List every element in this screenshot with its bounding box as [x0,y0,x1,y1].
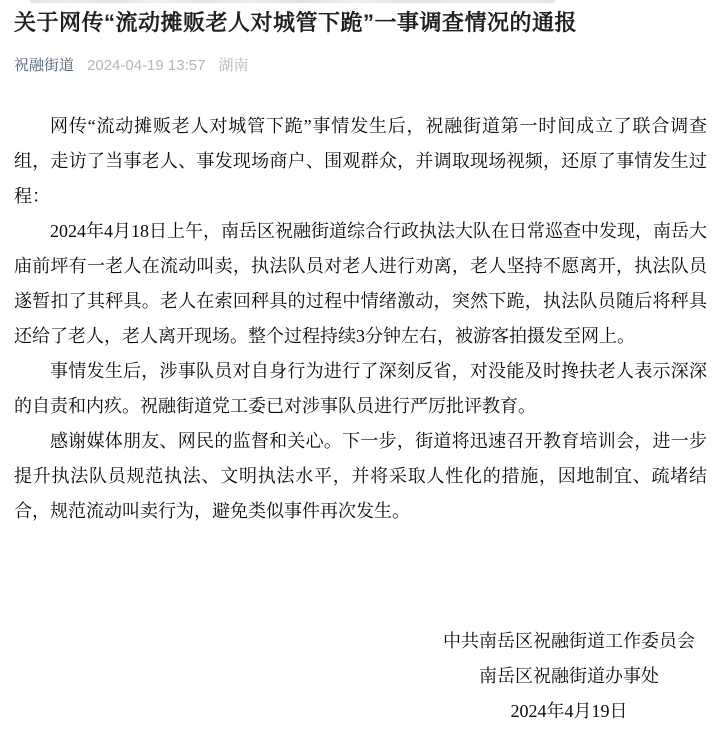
article-paragraph-measures: 感谢媒体朋友、网民的监督和关心。下一步，街道将迅速召开教育培训会，进一步提升执法队员规范执法、文明执法水平，并将采取人性化的措施，因地制宜、疏堵结合，规范流动叫卖行为，避免类似事件再次发生。 [14,431,707,521]
publish-datetime: 2024-04-19 13:57 [87,57,206,74]
byline [14,56,707,76]
signature-committee: 中共南岳区祝融街道工作委员会 [443,631,695,651]
article-body [14,109,707,529]
cropped-text-artifact [30,0,555,3]
signature-block [428,624,710,729]
publish-location: 湖南 [218,57,249,74]
article-title: 关于网传“流动摊贩老人对城管下跪”一事调查情况的通报 [14,10,578,35]
article-paragraph-intro: 网传“流动摊贩老人对城管下跪”事情发生后，祝融街道第一时间成立了联合调查组，走访了当事老人、事发现场商户、围观群众，并调取现场视频，还原了事情发生过程： [14,116,707,206]
signature-date: 2024年4月19日 [510,701,628,721]
article-paragraph-apology: 事情发生后，涉事队员对自身行为进行了深刻反省，对没能及时搀扶老人表示深深的自责和内疚。祝融街道党工委已对涉事队员进行严厉批评教育。 [14,361,707,416]
article-paragraph-incident: 2024年4月18日上午，南岳区祝融街道综合行政执法大队在日常巡查中发现，南岳大庙前坪有一老人在流动叫卖，执法队员对老人进行劝离，老人坚持不愿离开，执法队员遂暂扣了其秤具。老人在索回秤具的过程中情绪激动，突然下跪，执法队员随后将秤具还给了老人，老人离开现场。整个过程持续3分钟左右，被游客拍摄发至网上。 [14,221,707,346]
author-account-link[interactable]: 祝融街道 [14,57,75,74]
signature-office: 南岳区祝融街道办事处 [479,666,659,686]
